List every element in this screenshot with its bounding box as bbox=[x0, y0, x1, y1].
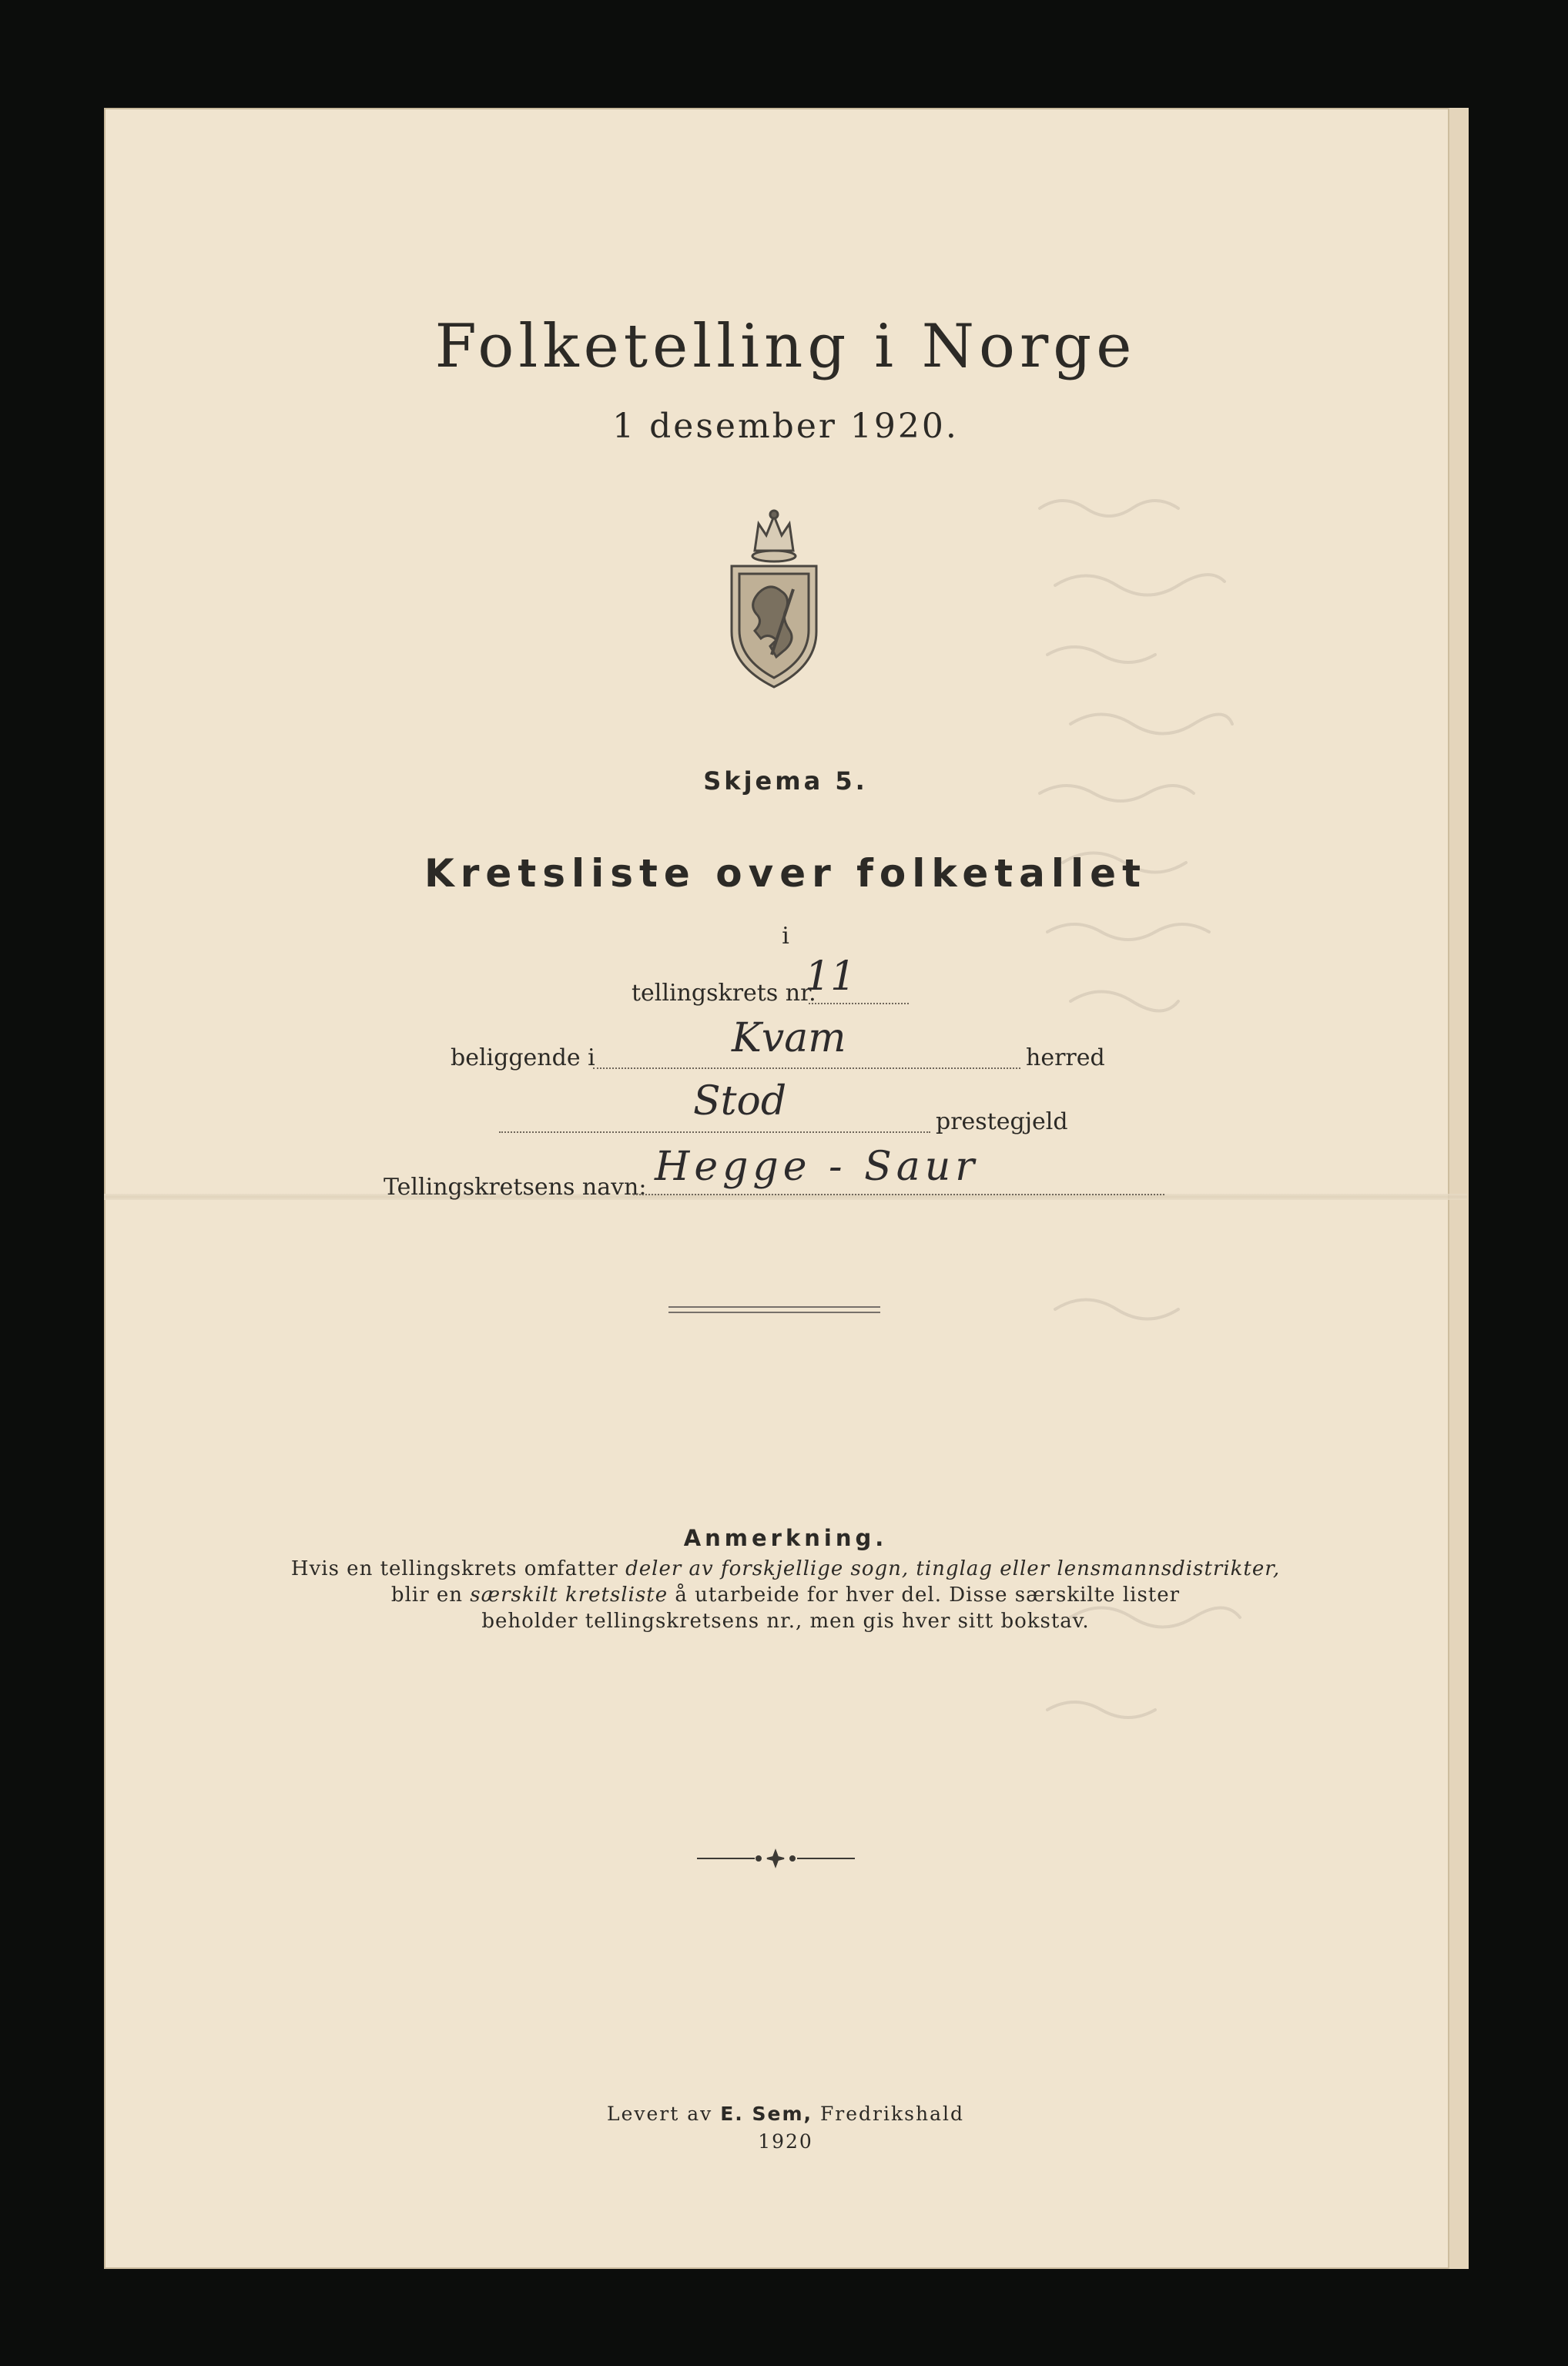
parish-value: Stod bbox=[693, 1078, 787, 1124]
document-title: Folketelling i Norge bbox=[434, 312, 1137, 381]
remark-line-1-plain: Hvis en tellingskrets omfatter bbox=[290, 1557, 626, 1580]
district-name-line bbox=[633, 1192, 1164, 1195]
printer-prefix: Levert av bbox=[606, 2103, 721, 2125]
printer-place: Fredrikshald bbox=[812, 2103, 964, 2125]
district-number-line bbox=[809, 1001, 909, 1004]
remark-line-2-plain-a: blir en bbox=[390, 1583, 471, 1607]
district-number-value: 11 bbox=[805, 953, 856, 1000]
remark-line-2 bbox=[104, 1583, 1467, 1607]
located-in-line bbox=[593, 1066, 1020, 1069]
district-name-label: Tellingskretsens navn: bbox=[384, 1174, 647, 1201]
parish-line bbox=[499, 1130, 930, 1133]
located-in-value: Kvam bbox=[732, 1015, 846, 1061]
remark-line-2-italic: særskilt kretsliste bbox=[470, 1583, 668, 1607]
printer-name: E. Sem, bbox=[720, 2103, 813, 2125]
municipality-label: herred bbox=[1026, 1044, 1105, 1071]
remark-heading: Anmerkning. bbox=[683, 1525, 888, 1551]
schema-label: Skjema 5. bbox=[703, 766, 868, 796]
located-in-label: beliggende i bbox=[451, 1044, 595, 1071]
printer-year: 1920 bbox=[758, 2130, 813, 2153]
norwegian-coat-of-arms-icon bbox=[724, 508, 824, 693]
list-title: Kretsliste over folketallet bbox=[424, 851, 1147, 896]
remark-line-2-plain-b: å utarbeide for hver del. Disse særskilte lister bbox=[668, 1583, 1181, 1607]
printer-imprint bbox=[104, 2103, 1467, 2125]
document-date: 1 desember 1920. bbox=[612, 407, 959, 446]
double-rule-divider bbox=[668, 1306, 880, 1313]
remark-line-1-italic: deler av forskjellige sogn, tinglag eller lensmannsdistrikter, bbox=[625, 1557, 1281, 1580]
remark-line-3: beholder tellingskretsens nr., men gis hver sitt bokstav. bbox=[481, 1610, 1090, 1633]
district-name-value: Hegge - Saur bbox=[655, 1144, 980, 1190]
parish-label: prestegjeld bbox=[936, 1108, 1068, 1135]
district-number-label: tellingskrets nr. bbox=[632, 980, 816, 1007]
remark-line-1 bbox=[104, 1557, 1467, 1580]
connector-word: i bbox=[782, 923, 789, 950]
typographic-ornament-icon bbox=[693, 1847, 859, 1870]
